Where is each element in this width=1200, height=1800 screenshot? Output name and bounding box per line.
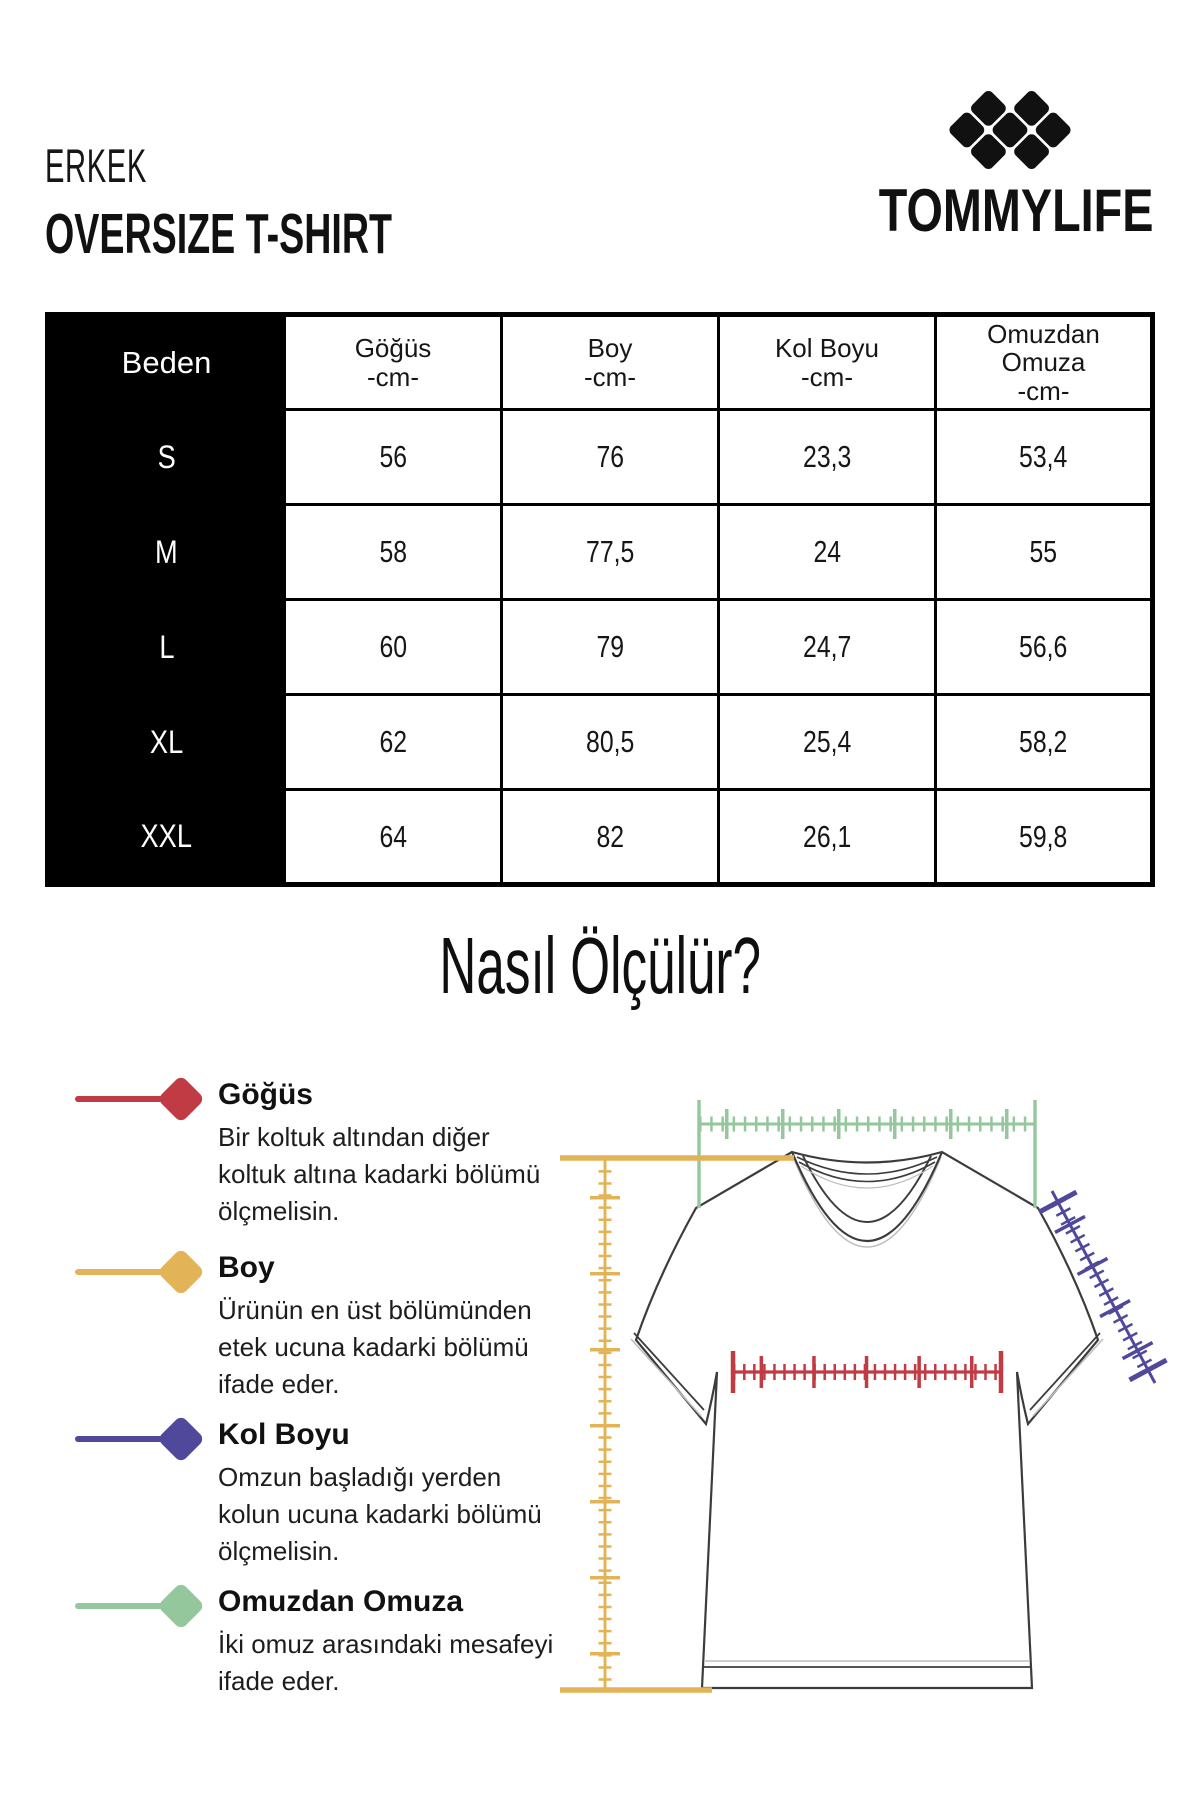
length-diamond-icon <box>157 1248 205 1296</box>
brand-name: TOMMYLIFE <box>878 177 1154 244</box>
length-column-header: Boy -cm- <box>502 315 719 410</box>
table-row <box>48 790 1153 885</box>
length-cell: 79 <box>502 600 719 695</box>
shoulder-cell: 59,8 <box>936 790 1153 885</box>
legend-description: Bir koltuk altından diğer koltuk altına kadarki bölümü ölçmelisin. <box>218 1122 541 1226</box>
legend-description: İki omuz arasındaki mesafeyi ifade eder. <box>218 1629 554 1696</box>
shoulder-cell: 55 <box>936 505 1153 600</box>
size-cell: M <box>48 505 285 600</box>
length-cell: 82 <box>502 790 719 885</box>
tshirt-measure-diagram <box>500 1040 1200 1800</box>
size-table <box>45 312 1155 887</box>
shoulder-cell: 58,2 <box>936 695 1153 790</box>
table-row <box>48 505 1153 600</box>
sleeve-cell: 23,3 <box>719 410 936 505</box>
title-block <box>45 138 571 267</box>
chest-measure-icon <box>75 1075 210 1123</box>
sleeve-cell: 24 <box>719 505 936 600</box>
size-cell: L <box>48 600 285 695</box>
sleeve-column-header: Kol Boyu -cm- <box>719 315 936 410</box>
legend-item-length <box>75 1248 570 1403</box>
table-row <box>48 410 1153 505</box>
table-row <box>48 695 1153 790</box>
table-header-row <box>48 315 1153 410</box>
legend-item-chest <box>75 1075 570 1230</box>
legend-label: Kol Boyu <box>218 1418 350 1451</box>
shoulder-diamond-icon <box>157 1582 205 1630</box>
sleeve-diamond-icon <box>157 1415 205 1463</box>
sleeve-measure-icon <box>75 1415 210 1463</box>
shoulder-column-header: Omuzdan Omuza -cm- <box>936 315 1153 410</box>
length-cell: 80,5 <box>502 695 719 790</box>
length-cell: 76 <box>502 410 719 505</box>
chest-cell: 64 <box>285 790 502 885</box>
chest-cell: 62 <box>285 695 502 790</box>
legend-description: Ürünün en üst bölümünden etek ucuna kadarki bölümü ifade eder. <box>218 1295 532 1399</box>
chest-cell: 56 <box>285 410 502 505</box>
legend-item-sleeve <box>75 1415 570 1570</box>
size-column-header: Beden <box>48 315 285 410</box>
sleeve-cell: 24,7 <box>719 600 936 695</box>
shoulder-cell: 56,6 <box>936 600 1153 695</box>
sleeve-cell: 25,4 <box>719 695 936 790</box>
legend-item-shoulder <box>75 1582 570 1700</box>
legend-label: Boy <box>218 1251 275 1284</box>
category-title: ERKEK <box>45 139 147 192</box>
legend-label: Omuzdan Omuza <box>218 1585 464 1618</box>
size-cell: XL <box>48 695 285 790</box>
shoulder-cell: 53,4 <box>936 410 1153 505</box>
tommylife-logo-icon <box>939 88 1081 172</box>
table-row <box>48 600 1153 695</box>
length-measure-icon <box>75 1248 210 1296</box>
legend-description: Omzun başladığı yerden kolun ucuna kadarki bölümü ölçmelisin. <box>218 1462 542 1566</box>
sleeve-cell: 26,1 <box>719 790 936 885</box>
chest-cell: 60 <box>285 600 502 695</box>
legend-label: Göğüs <box>218 1078 313 1111</box>
size-cell: S <box>48 410 285 505</box>
howto-title: Nasıl Ölçülür? <box>439 921 761 1010</box>
chest-cell: 58 <box>285 505 502 600</box>
length-cell: 77,5 <box>502 505 719 600</box>
shoulder-measure-icon <box>75 1582 210 1630</box>
tshirt-outline <box>631 1152 1103 1688</box>
chest-column-header: Göğüs -cm- <box>285 315 502 410</box>
chest-diamond-icon <box>157 1075 205 1123</box>
product-title: OVERSIZE T-SHIRT <box>45 202 392 266</box>
brand-block <box>840 88 1180 245</box>
size-cell: XXL <box>48 790 285 885</box>
